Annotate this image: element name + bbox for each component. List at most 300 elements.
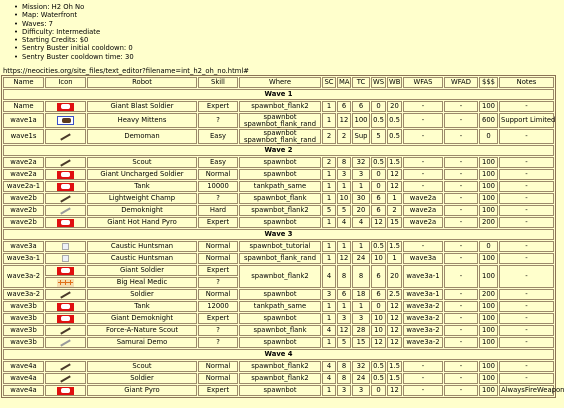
cell-sc: 1 (322, 313, 336, 324)
cell-skill: Easy (198, 157, 238, 168)
cell-robot: Caustic Huntsman (87, 241, 197, 252)
cell-ws: 0 (371, 101, 386, 112)
cell-sc: 4 (322, 325, 336, 336)
cell-where: spawnbot (239, 157, 321, 168)
column-header-tc: TC (352, 77, 370, 88)
cell-where: spawnbot (239, 313, 321, 324)
wave-label: Wave 3 (3, 229, 554, 240)
cell-ws: 6 (371, 265, 386, 288)
column-header-wfas: WFAS (403, 77, 443, 88)
wave-label: Wave 1 (3, 89, 554, 100)
cell-icon (45, 169, 86, 180)
cell-ws: 10 (371, 325, 386, 336)
cell-robot: Giant Pyro (87, 385, 197, 396)
cell-ma: 1 (337, 241, 351, 252)
cell-icon (45, 265, 86, 276)
cell-ws: 12 (371, 337, 386, 348)
scout-icon (57, 159, 74, 167)
cell-wfad: - (444, 157, 478, 168)
cell-ma: 10 (337, 193, 351, 204)
cell-skill: Normal (198, 361, 238, 372)
cell-robot: Scout (87, 157, 197, 168)
cell-skill: Easy (198, 129, 238, 144)
wave-table (1, 75, 564, 398)
cell-wfad: - (444, 253, 478, 264)
cell-name: wave4a (3, 373, 44, 384)
cell-robot: Heavy Mittens (87, 113, 197, 128)
cell-wb: 12 (387, 301, 402, 312)
broken-image-icon (57, 255, 74, 263)
cell-robot: Demoman (87, 129, 197, 144)
cell-ma: 8 (337, 361, 351, 372)
cell-tc: 3 (352, 313, 370, 324)
cell-icon (45, 277, 86, 288)
cell-wb: 1 (387, 253, 402, 264)
wave-separator-row (3, 89, 554, 100)
cell-skill: Normal (198, 373, 238, 384)
giant-pyro-icon (57, 387, 74, 395)
column-header-robot: Robot (87, 77, 197, 88)
cell-name: wave2b (3, 217, 44, 228)
cell-ws: 0.5 (371, 241, 386, 252)
cell-wfas: wave2a (403, 205, 443, 216)
cell-money: 0 (479, 241, 498, 252)
cell-wfad: - (444, 337, 478, 348)
cell-icon (45, 157, 86, 168)
column-header-sc: SC (322, 77, 336, 88)
cell-tc: 8 (352, 265, 370, 288)
table-row (3, 301, 554, 312)
uncharged-soldier-icon (57, 171, 74, 179)
cell-sc: 1 (322, 217, 336, 228)
cell-name: wave3a-2 (3, 265, 44, 288)
cell-wfad: - (444, 181, 478, 192)
cell-name: wave2a-1 (3, 181, 44, 192)
cell-wfas: wave3a-2 (403, 325, 443, 336)
cell-notes: - (499, 289, 554, 300)
cell-ma: 6 (337, 101, 351, 112)
cell-wfas: - (403, 113, 443, 128)
cell-icon (45, 193, 86, 204)
cell-ws: 6 (371, 289, 386, 300)
cell-ma: 12 (337, 325, 351, 336)
cell-robot: Giant Blast Soldier (87, 101, 197, 112)
cell-robot: Soldier (87, 289, 197, 300)
cell-notes: Support Limited (499, 113, 554, 128)
cell-icon (45, 301, 86, 312)
tank-icon (57, 183, 74, 191)
cell-where: spawnbot_flank2 (239, 101, 321, 112)
wave-separator-row (3, 145, 554, 156)
cell-skill: Expert (198, 313, 238, 324)
cell-icon (45, 313, 86, 324)
column-header-where: Where (239, 77, 321, 88)
cell-ma: 3 (337, 313, 351, 324)
wave-label: Wave 4 (3, 349, 554, 360)
cell-wfad: - (444, 325, 478, 336)
cell-tc: 3 (352, 385, 370, 396)
table-row (3, 129, 554, 144)
cell-money: 100 (479, 181, 498, 192)
cell-notes: - (499, 101, 554, 112)
cell-sc: 1 (322, 241, 336, 252)
cell-icon (45, 113, 86, 128)
cell-icon (45, 253, 86, 264)
table-row (3, 253, 554, 264)
cell-where: spawnbot_flank2 (239, 205, 321, 216)
cell-skill: Hard (198, 205, 238, 216)
cell-icon (45, 325, 86, 336)
heavy-champ-icon (57, 195, 74, 203)
cell-ws: 0 (371, 301, 386, 312)
cell-notes: - (499, 361, 554, 372)
cell-notes: - (499, 217, 554, 228)
giant-soldier-icon (57, 267, 74, 275)
cell-notes: - (499, 265, 554, 288)
mission-info-item: • Difficulty: Intermediate (14, 28, 540, 36)
cell-money: 0 (479, 129, 498, 144)
cell-robot: Lightweight Champ (87, 193, 197, 204)
mission-info-item: • Starting Credits: $0 (14, 36, 540, 44)
cell-sc: 1 (322, 193, 336, 204)
cell-where: spawnbot spawnbot_flank_rand (239, 129, 321, 144)
cell-name: wave3b (3, 313, 44, 324)
cell-skill: Expert (198, 265, 238, 276)
cell-money: 100 (479, 101, 498, 112)
mission-info-item: • Mission: H2 Oh No (14, 3, 540, 11)
cell-name: wave2a (3, 169, 44, 180)
cell-wfad: - (444, 385, 478, 396)
cell-sc: 3 (322, 289, 336, 300)
cell-sc: 1 (322, 301, 336, 312)
cell-name: wave3a-1 (3, 253, 44, 264)
cell-wfas: - (403, 181, 443, 192)
cell-skill: ? (198, 193, 238, 204)
cell-ws: 0.5 (371, 113, 386, 128)
cell-notes: AlwaysFireWeapon (501, 386, 564, 395)
cell-name: wave3a (3, 241, 44, 252)
scout-icon (57, 363, 74, 371)
cell-wfad: - (444, 129, 478, 144)
cell-tc: 15 (352, 337, 370, 348)
cell-where: tankpath_same (239, 301, 321, 312)
blast-soldier-icon (57, 103, 74, 111)
table-row (3, 113, 554, 128)
cell-where: spawnbot_flank2 (239, 265, 321, 288)
cell-robot: Samurai Demo (87, 337, 197, 348)
table-row (3, 385, 554, 396)
cell-name: wave2b (3, 205, 44, 216)
cell-skill: Expert (198, 101, 238, 112)
cell-skill: ? (198, 325, 238, 336)
cell-tc: 20 (352, 205, 370, 216)
cell-tc: 3 (352, 169, 370, 180)
cell-robot: Giant Hot Hand Pyro (87, 217, 197, 228)
column-header-icon: Icon (45, 77, 86, 88)
cell-money: 200 (479, 289, 498, 300)
cell-wb: 0.5 (387, 129, 402, 144)
cell-tc: 24 (352, 373, 370, 384)
cell-money: 100 (479, 385, 498, 396)
cell-wfas: - (403, 385, 443, 396)
wave-label: Wave 2 (3, 145, 554, 156)
cell-wfad: - (444, 265, 478, 288)
cell-tc: 30 (352, 193, 370, 204)
cell-icon (45, 361, 86, 372)
cell-name: wave3b (3, 325, 44, 336)
cell-name: wave1s (3, 129, 44, 144)
cell-icon (45, 101, 86, 112)
cell-money: 100 (479, 325, 498, 336)
column-header-notes: Notes (499, 77, 554, 88)
soldier-icon (57, 375, 74, 383)
cell-wb: 15 (387, 217, 402, 228)
table-row (3, 265, 554, 276)
cell-wfad: - (444, 101, 478, 112)
cell-wfad: - (444, 113, 478, 128)
cell-name: wave4a (3, 385, 44, 396)
cell-sc: 1 (322, 337, 336, 348)
table-row (3, 193, 554, 204)
mission-info-item: • Sentry Buster cooldown time: 30 (14, 53, 540, 61)
cell-notes: - (499, 129, 554, 144)
cell-money: 100 (479, 301, 498, 312)
cell-ws: 0 (371, 169, 386, 180)
cell-notes: - (499, 301, 554, 312)
cell-tc: 1 (352, 301, 370, 312)
cell-ma: 5 (337, 205, 351, 216)
cell-wfas: wave3a-2 (403, 337, 443, 348)
cell-wfad: - (444, 217, 478, 228)
cell-tc: 1 (352, 241, 370, 252)
cell-wfas: - (403, 241, 443, 252)
cell-tc: 6 (352, 101, 370, 112)
table-row (3, 361, 554, 372)
cell-wb: 12 (387, 385, 402, 396)
cell-wfas: wave2a (403, 193, 443, 204)
cell-wfas: wave3a-2 (403, 301, 443, 312)
cell-wb: 1.5 (387, 373, 402, 384)
cell-sc: 1 (322, 101, 336, 112)
cell-money: 100 (479, 193, 498, 204)
cell-wb: 20 (387, 265, 402, 288)
table-row (3, 205, 554, 216)
cell-ma: 5 (337, 337, 351, 348)
cell-ma: 3 (337, 385, 351, 396)
cell-robot: Force-A-Nature Scout (87, 325, 197, 336)
cell-notes: - (499, 337, 554, 348)
cell-sc: 2 (322, 157, 336, 168)
mission-info-list (0, 3, 540, 61)
cell-skill: 10000 (198, 181, 238, 192)
cell-sc: 1 (322, 385, 336, 396)
mittens-icon (57, 116, 74, 125)
cell-sc: 4 (322, 265, 336, 288)
cell-robot: Giant Soldier (87, 265, 197, 276)
cell-wfas: - (403, 373, 443, 384)
cell-wfas: - (403, 101, 443, 112)
cell-sc: 1 (322, 169, 336, 180)
cell-wfad: - (444, 205, 478, 216)
cell-wb: 12 (387, 169, 402, 180)
cell-robot: Giant Uncharged Soldier (87, 169, 197, 180)
cell-wb: 1.5 (387, 361, 402, 372)
cell-sc: 2 (322, 129, 336, 144)
fan-scout-icon (57, 327, 74, 335)
cell-wfas: wave3a-1 (403, 289, 443, 300)
cell-ws: 12 (371, 217, 386, 228)
cell-name: wave1a (3, 113, 44, 128)
cell-ma: 3 (337, 169, 351, 180)
cell-money: 200 (479, 217, 498, 228)
cell-sc: 4 (322, 373, 336, 384)
cell-where: spawnbot spawnbot_flank_rand (239, 113, 321, 128)
table-row (3, 241, 554, 252)
cell-notes: - (499, 205, 554, 216)
table-row (3, 169, 554, 180)
cell-wfad: - (444, 193, 478, 204)
cell-where: spawnbot_flank (239, 193, 321, 204)
cell-wb: 12 (387, 337, 402, 348)
column-header-wb: WB (389, 78, 401, 87)
cell-where: spawnbot (239, 289, 321, 300)
cell-where: spawnbot_tutorial (239, 241, 321, 252)
cell-ma: 8 (337, 157, 351, 168)
cell-where: tankpath_same (239, 181, 321, 192)
cell-ma: 8 (337, 265, 351, 288)
cell-skill: Normal (198, 169, 238, 180)
cell-where: spawnbot (239, 337, 321, 348)
cell-notes: - (499, 193, 554, 204)
column-header-ws: WS (373, 78, 385, 87)
cell-tc: 18 (352, 289, 370, 300)
cell-tc: 28 (352, 325, 370, 336)
cell-wfad: - (444, 301, 478, 312)
table-row (3, 337, 554, 348)
cell-where: spawnbot_flank2 (239, 373, 321, 384)
mission-info-item: • Map: Waterfront (14, 11, 540, 19)
cell-wfad: - (444, 241, 478, 252)
cell-name: Name (3, 101, 44, 112)
cell-money: 100 (479, 313, 498, 324)
cell-money: 100 (479, 373, 498, 384)
mission-info-item: • Sentry Buster initial cooldown: 0 (14, 44, 540, 52)
demoman-icon (57, 133, 74, 141)
cell-skill: Normal (198, 241, 238, 252)
cell-ws: 0.5 (371, 157, 386, 168)
table-row (3, 313, 554, 324)
pyro-icon (57, 219, 74, 227)
cell-icon (45, 217, 86, 228)
cell-ws: 0.5 (371, 373, 386, 384)
cell-skill: ? (198, 277, 238, 288)
cell-tc: 100 (352, 113, 370, 128)
table-row (3, 325, 554, 336)
cell-skill: ? (198, 113, 238, 128)
table-row (3, 157, 554, 168)
cell-robot: Giant Demoknight (87, 313, 197, 324)
cell-robot: Big Heal Medic (87, 277, 197, 288)
table-header-row (3, 77, 554, 88)
cell-icon (45, 129, 86, 144)
cell-tc: 32 (352, 361, 370, 372)
cell-wb: 12 (387, 181, 402, 192)
cell-sc: 4 (322, 361, 336, 372)
cell-ws: 0.5 (371, 361, 386, 372)
cell-name: wave3b (3, 301, 44, 312)
cell-skill: Normal (198, 289, 238, 300)
cell-notes: - (499, 373, 554, 384)
cell-where: spawnbot (239, 169, 321, 180)
cell-wb: 2 (387, 205, 402, 216)
cell-icon (45, 181, 86, 192)
cell-skill: Expert (198, 217, 238, 228)
cell-robot: Tank (87, 181, 197, 192)
table-row (3, 181, 554, 192)
cell-money: 100 (479, 337, 498, 348)
cell-ws: 5 (371, 129, 386, 144)
cell-icon (45, 289, 86, 300)
cell-money: 100 (479, 253, 498, 264)
cell-notes: - (499, 181, 554, 192)
cell-ws: 10 (371, 253, 386, 264)
cell-wfas: - (403, 361, 443, 372)
cell-ws: 0 (371, 181, 386, 192)
cell-icon (45, 385, 86, 396)
giant-demoknight-icon (57, 315, 74, 323)
cell-tc: 1 (352, 181, 370, 192)
table-row (3, 373, 554, 384)
cell-where: spawnbot_flank_rand (239, 253, 321, 264)
cell-robot: Caustic Huntsman (87, 253, 197, 264)
cell-money: 100 (479, 169, 498, 180)
cell-where: spawnbot_flank (239, 325, 321, 336)
cell-wb: 12 (387, 313, 402, 324)
cell-money: 100 (479, 361, 498, 372)
cell-skill: Normal (198, 253, 238, 264)
cell-wfas: wave2a (403, 217, 443, 228)
cell-robot: Tank (87, 301, 197, 312)
cell-wfas: wave3a (403, 253, 443, 264)
page-url: https://neocities.org/site_files/text_editor?filename=int_h2_oh_no.html# (3, 67, 249, 76)
cell-tc: 32 (352, 157, 370, 168)
cell-money: 100 (479, 157, 498, 168)
cell-sc: 1 (322, 181, 336, 192)
cell-wfas: - (403, 157, 443, 168)
cell-ma: 12 (337, 113, 351, 128)
cell-ws: 10 (371, 313, 386, 324)
column-header-name: Name (3, 77, 44, 88)
cell-wfad: - (444, 313, 478, 324)
cell-wb: 2.5 (387, 289, 402, 300)
cell-wfad: - (444, 373, 478, 384)
cell-wfad: - (444, 361, 478, 372)
cell-wfas: - (403, 169, 443, 180)
cell-robot: Scout (87, 361, 197, 372)
wave-separator-row (3, 229, 554, 240)
cell-notes: - (499, 325, 554, 336)
cell-robot: Soldier (87, 373, 197, 384)
cell-sc: 5 (322, 205, 336, 216)
cell-wfad: - (444, 289, 478, 300)
cell-wb: 20 (387, 101, 402, 112)
cell-money: 600 (479, 113, 498, 128)
samurai-demo-icon (57, 339, 74, 347)
cell-name: wave3a-2 (3, 289, 44, 300)
cell-wfas: wave3a-2 (403, 313, 443, 324)
column-header-ma: MA (339, 78, 350, 87)
cell-ws: 6 (371, 193, 386, 204)
